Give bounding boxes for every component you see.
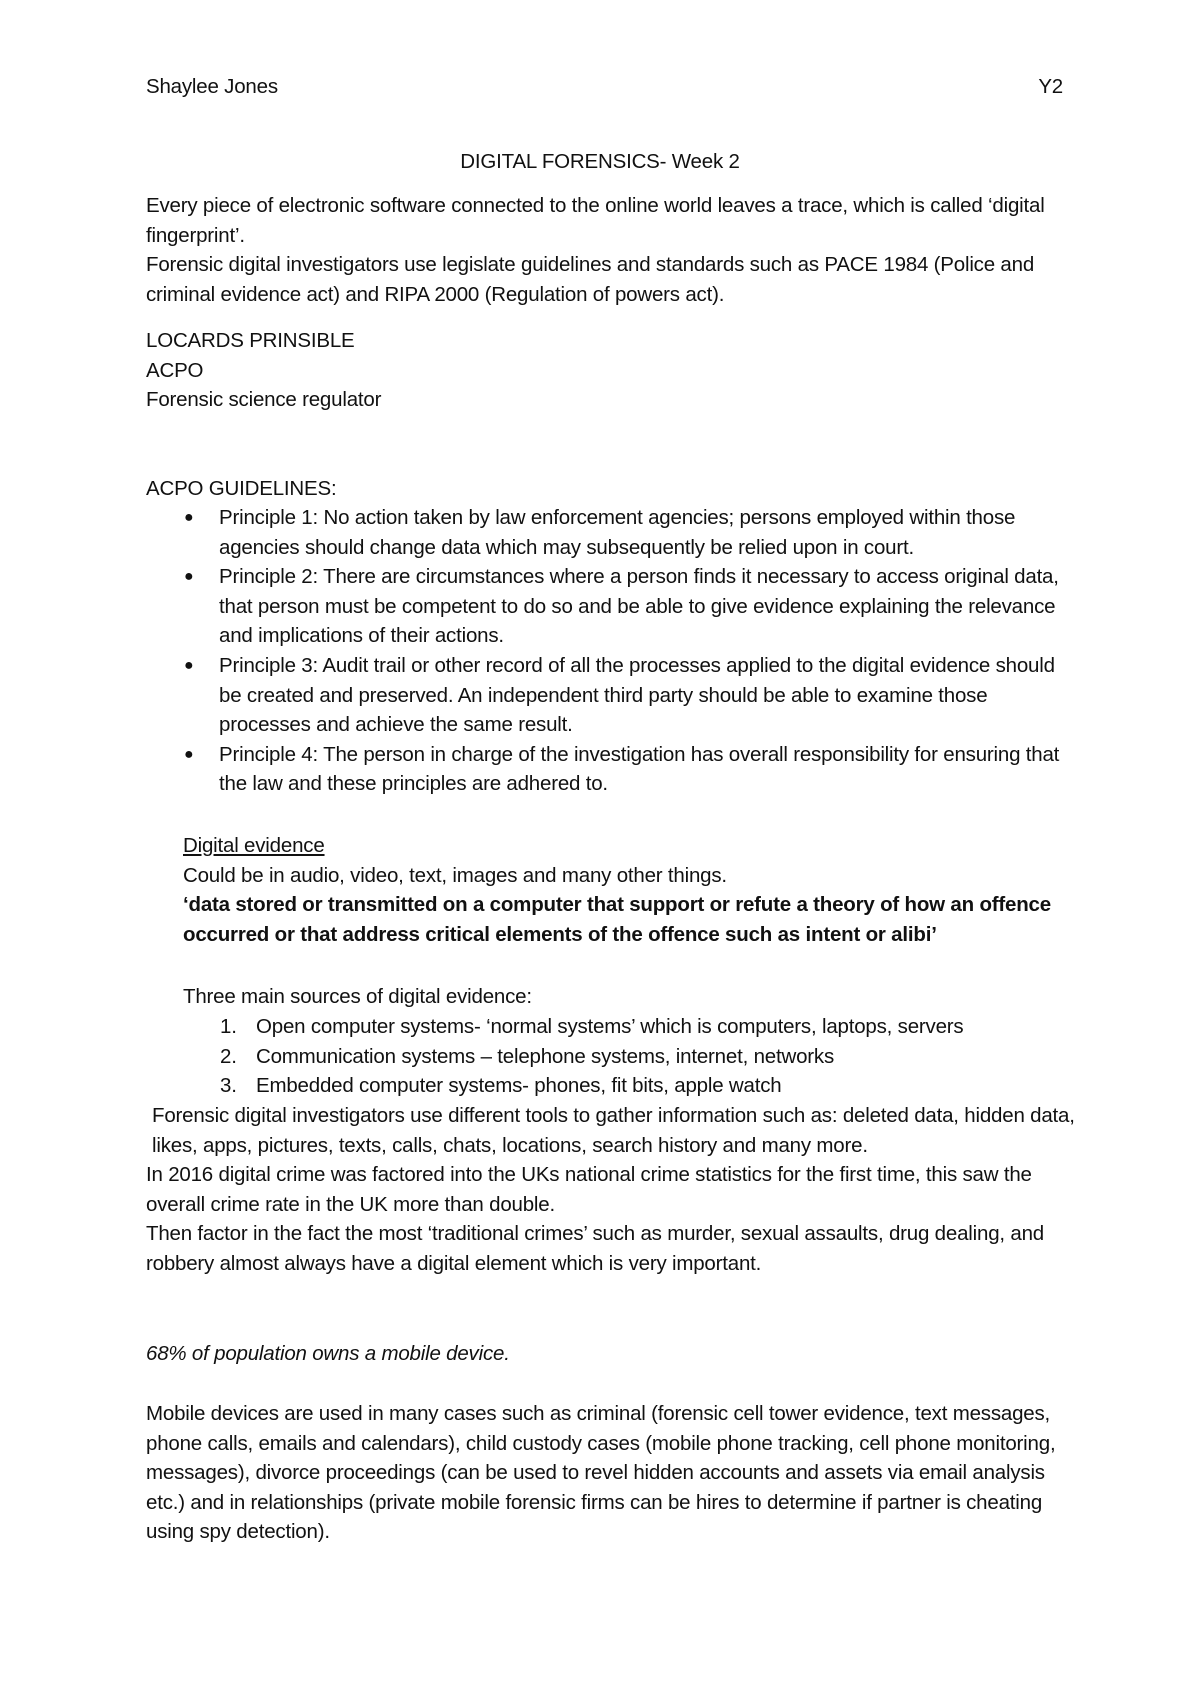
bullet-icon: ● <box>184 568 194 586</box>
list-item <box>146 740 1076 799</box>
source-text: Communication systems – telephone systems, internet, networks <box>256 1044 834 1068</box>
list-number: 1. <box>220 1015 237 1038</box>
bodies-list <box>146 326 1076 415</box>
locards-principle-line: LOCARDS PRINSIBLE <box>146 329 355 352</box>
bullet-icon: ● <box>184 656 194 674</box>
list-item <box>146 1012 1076 1042</box>
intro-legislation-text: Forensic digital investigators use legislate guidelines and standards such as PACE 1984 (Police and criminal evidence act) and RIPA 2000 (Regulation of powers act). <box>146 253 1035 306</box>
mobile-stat: 68% of population owns a mobile device. <box>146 1342 510 1365</box>
acpo-heading: ACPO GUIDELINES: <box>146 477 337 500</box>
list-item <box>146 651 1076 740</box>
list-number: 3. <box>220 1074 237 1098</box>
bullet-icon: ● <box>184 745 194 763</box>
digital-evidence-heading: Digital evidence <box>183 834 325 857</box>
list-item <box>146 1042 1076 1072</box>
intro-paragraph <box>146 191 1076 309</box>
list-item <box>146 1071 1076 1101</box>
source-text: Open computer systems- ‘normal systems’ which is computers, laptops, servers <box>256 1015 964 1038</box>
traditional-crimes-paragraph: Then factor in the fact the most ‘traditional crimes’ such as murder, sexual assaults, drug dealing, and robbery almost always have a digital element which is very important. <box>146 1222 1044 1275</box>
acpo-principles-list <box>146 503 1076 799</box>
document-title: DIGITAL FORENSICS- Week 2 <box>460 150 740 173</box>
intro-fingerprint-text: Every piece of electronic software connected to the online world leaves a trace, which is called ‘digital fingerprint’. <box>146 194 1045 247</box>
bullet-icon: ● <box>184 509 194 526</box>
principle-text: Principle 2: There are circumstances where a person finds it necessary to access original data, that person must be competent to do so and be able to give evidence explaining the relevance and implications of their actions. <box>219 565 1059 648</box>
author-name: Shaylee Jones <box>146 75 278 98</box>
crime-statistics-paragraph: In 2016 digital crime was factored into the UKs national crime statistics for the first time, this saw the overall crime rate in the UK more than double. <box>146 1163 1032 1216</box>
list-item <box>146 562 1076 651</box>
sources-list <box>146 1012 1076 1101</box>
list-number: 2. <box>220 1044 237 1068</box>
tools-section <box>146 1101 1076 1279</box>
year-label: Y2 <box>1038 75 1063 98</box>
source-text: Embedded computer systems- phones, fit bits, apple watch <box>256 1074 782 1098</box>
list-item <box>146 503 1076 562</box>
forensic-regulator-line: Forensic science regulator <box>146 388 382 412</box>
principle-text: Principle 4: The person in charge of the investigation has overall responsibility for ensuring that the law and these principles are adhered to. <box>219 742 1060 796</box>
digital-evidence-section <box>183 831 1083 949</box>
digital-evidence-line: Could be in audio, video, text, images and many other things. <box>183 863 727 887</box>
mobile-devices-paragraph: Mobile devices are used in many cases such as criminal (forensic cell tower evidence, text messages, phone calls, emails and calendars), child custody cases (mobile phone tracking, cell phone monitoring, messages), divorce proceedings (can be used to revel hidden accounts and assets via email analysis etc.) and in relationships (private mobile forensic firms can be hires to determine if partner is cheating using spy detection). <box>146 1402 1056 1544</box>
acpo-line: ACPO <box>146 358 204 382</box>
digital-evidence-quote: ‘data stored or transmitted on a computer that support or refute a theory of how an offence occurred or that address critical elements of the offence such as intent or alibi’ <box>183 893 1051 946</box>
principle-text: Principle 1: No action taken by law enforcement agencies; persons employed within those agencies should change data which may subsequently be relied upon in court. <box>219 506 1016 559</box>
tools-paragraph: Forensic digital investigators use different tools to gather information such as: deleted data, hidden data, likes, apps, pictures, texts, calls, chats, locations, search history and many more. <box>152 1104 1075 1157</box>
page-header <box>146 72 1063 102</box>
sources-heading: Three main sources of digital evidence: <box>183 985 532 1008</box>
principle-text: Principle 3: Audit trail or other record of all the processes applied to the digital evidence should be created and preserved. An independent third party should be able to examine those processes and achieve the same result. <box>219 653 1055 737</box>
